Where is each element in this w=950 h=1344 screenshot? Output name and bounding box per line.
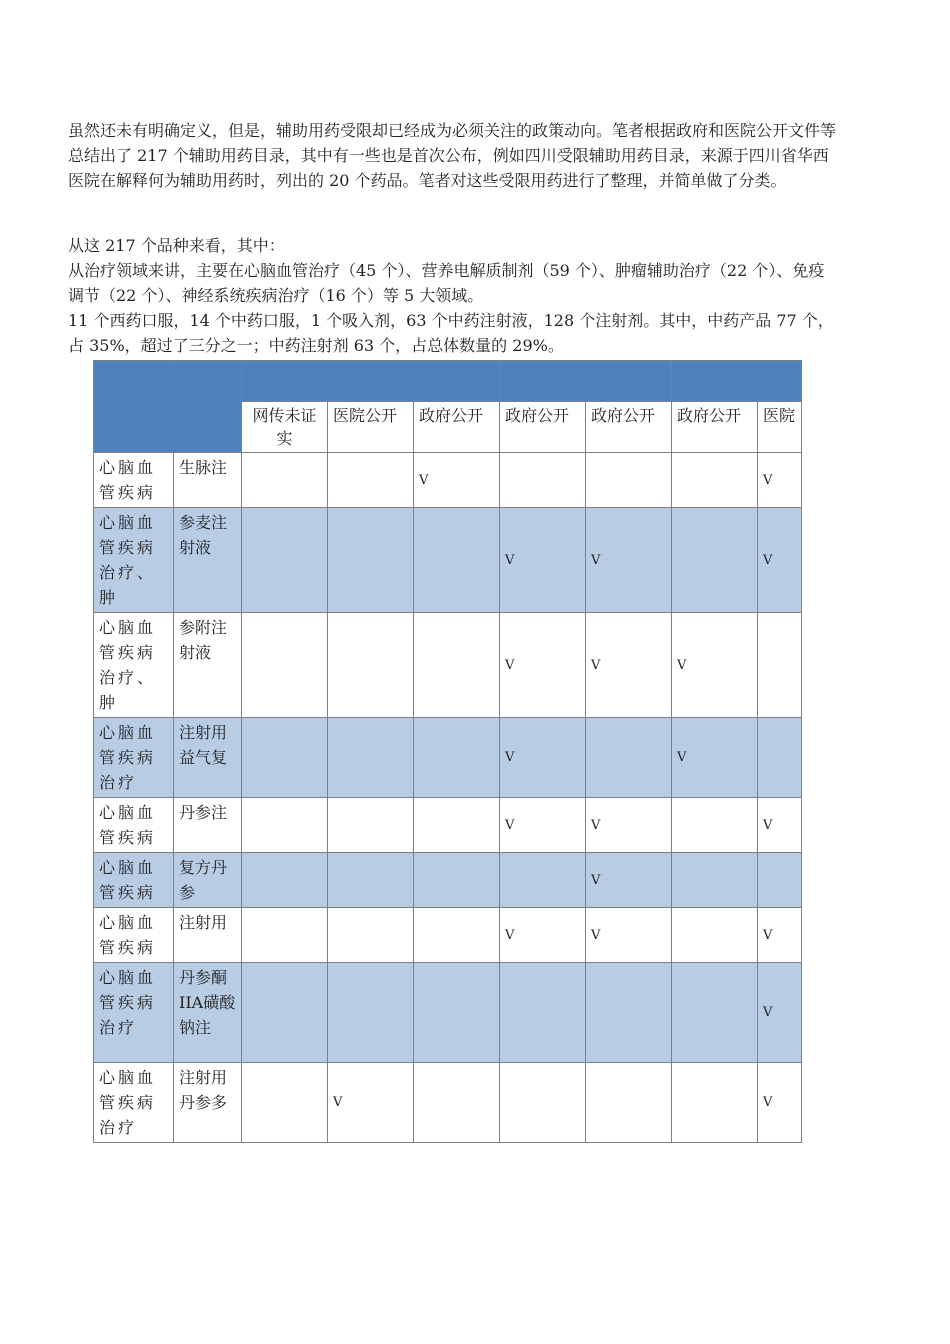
restricted-drug-table — [93, 360, 802, 1143]
category-cell: 心脑血管疾病治疗 — [94, 1063, 174, 1143]
source-mark-cell — [242, 613, 328, 718]
source-header-cell: 政府公开 — [414, 402, 500, 453]
header-group-cell — [242, 361, 500, 402]
source-mark-cell: V — [586, 508, 672, 613]
drug-name-cell: 丹参注 — [174, 798, 242, 853]
source-mark-cell — [672, 453, 758, 508]
table-row — [94, 1063, 802, 1143]
source-mark-cell — [328, 908, 414, 963]
drug-name-cell: 生脉注 — [174, 453, 242, 508]
source-mark-cell — [414, 508, 500, 613]
source-mark-cell — [242, 853, 328, 908]
source-mark-cell — [758, 718, 802, 798]
source-mark-cell — [672, 963, 758, 1063]
category-cell: 心脑血管疾病 — [94, 853, 174, 908]
table-row — [94, 718, 802, 798]
category-cell: 心脑血管疾病治疗 — [94, 963, 174, 1063]
source-mark-cell — [500, 453, 586, 508]
category-cell: 心脑血管疾病治疗、肿 — [94, 508, 174, 613]
table-header-row — [94, 361, 802, 402]
source-mark-cell: V — [758, 798, 802, 853]
source-mark-cell — [758, 613, 802, 718]
source-mark-cell — [414, 1063, 500, 1143]
source-mark-cell: V — [758, 453, 802, 508]
drug-name-cell: 注射用益气复 — [174, 718, 242, 798]
source-mark-cell — [242, 508, 328, 613]
source-mark-cell — [414, 718, 500, 798]
source-mark-cell: V — [500, 613, 586, 718]
table-row — [94, 613, 802, 718]
table-body — [94, 453, 802, 1143]
summary-lead: 从这 217 个品种来看，其中： — [68, 236, 285, 255]
source-mark-cell — [500, 963, 586, 1063]
source-mark-cell — [242, 908, 328, 963]
source-mark-cell — [328, 963, 414, 1063]
source-mark-cell — [328, 508, 414, 613]
source-mark-cell — [586, 718, 672, 798]
source-mark-cell — [414, 613, 500, 718]
source-mark-cell — [586, 963, 672, 1063]
source-mark-cell — [672, 798, 758, 853]
source-mark-cell: V — [500, 908, 586, 963]
drug-name-cell: 丹参酮IIA磺酸钠注 — [174, 963, 242, 1063]
source-mark-cell: V — [758, 508, 802, 613]
source-mark-cell: V — [758, 963, 802, 1063]
source-mark-cell — [242, 1063, 328, 1143]
source-mark-cell — [328, 613, 414, 718]
source-mark-cell: V — [328, 1063, 414, 1143]
drug-name-cell: 参麦注射液 — [174, 508, 242, 613]
source-mark-cell: V — [672, 718, 758, 798]
source-mark-cell: V — [586, 613, 672, 718]
source-mark-cell — [672, 908, 758, 963]
source-mark-cell — [414, 798, 500, 853]
category-cell: 心脑血管疾病治疗 — [94, 718, 174, 798]
source-mark-cell — [242, 718, 328, 798]
source-mark-cell: V — [586, 798, 672, 853]
source-mark-cell: V — [586, 853, 672, 908]
source-mark-cell: V — [672, 613, 758, 718]
source-mark-cell — [414, 908, 500, 963]
category-cell: 心脑血管疾病 — [94, 453, 174, 508]
source-mark-cell: V — [758, 908, 802, 963]
source-mark-cell: V — [500, 798, 586, 853]
source-mark-cell — [672, 508, 758, 613]
category-cell: 心脑血管疾病 — [94, 908, 174, 963]
source-header-cell: 医院公开 — [328, 402, 414, 453]
source-mark-cell: V — [500, 718, 586, 798]
source-mark-cell — [328, 853, 414, 908]
source-header-cell: 网传未证实 — [242, 402, 328, 453]
table-row — [94, 453, 802, 508]
source-mark-cell — [328, 798, 414, 853]
table-row — [94, 508, 802, 613]
source-header-cell: 政府公开 — [586, 402, 672, 453]
source-mark-cell — [586, 453, 672, 508]
source-mark-cell: V — [586, 908, 672, 963]
header-group-cell — [672, 361, 802, 402]
source-mark-cell — [328, 718, 414, 798]
source-mark-cell — [500, 853, 586, 908]
category-cell: 心脑血管疾病治疗、肿 — [94, 613, 174, 718]
source-mark-cell — [242, 453, 328, 508]
table-row — [94, 853, 802, 908]
source-mark-cell: V — [758, 1063, 802, 1143]
source-mark-cell: V — [414, 453, 500, 508]
source-mark-cell — [414, 963, 500, 1063]
therapeutic-area-paragraph: 从治疗领域来讲，主要在心脑血管治疗（45 个）、营养电解质制剂（59 个）、肿瘤辅助治疗（22 个）、免疫调节（22 个）、神经系统疾病治疗（16 个）等 5 大领域。 — [68, 261, 825, 305]
table-row — [94, 908, 802, 963]
intro-paragraph: 虽然还未有明确定义，但是，辅助用药受限却已经成为必须关注的政策动向。笔者根据政府和医院公开文件等总结出了 217 个辅助用药目录，其中有一些也是首次公布，例如四川受限辅助用药目录，来源于四川省华西医院在解释何为辅助用药时，列出的 20 个药品。笔者对这些受限用药进行了整理，并简单做了分类。 — [68, 121, 837, 190]
source-mark-cell: V — [500, 508, 586, 613]
source-mark-cell — [328, 453, 414, 508]
header-category-cell — [94, 361, 174, 453]
source-mark-cell — [672, 853, 758, 908]
header-drug-cell — [174, 361, 242, 453]
source-mark-cell — [586, 1063, 672, 1143]
dosage-form-paragraph: 11 个西药口服，14 个中药口服，1 个吸入剂，63 个中药注射液，128 个注射剂。其中，中药产品 77 个，占 35%，超过了三分之一；中药注射剂 63 个，占总体数量的 29%。 — [68, 311, 834, 355]
source-header-cell: 政府公开 — [672, 402, 758, 453]
source-header-cell: 医院 — [758, 402, 802, 453]
source-mark-cell — [758, 853, 802, 908]
drug-name-cell: 注射用丹参多 — [174, 1063, 242, 1143]
category-cell: 心脑血管疾病 — [94, 798, 174, 853]
source-mark-cell — [414, 853, 500, 908]
source-mark-cell — [242, 798, 328, 853]
drug-name-cell: 参附注射液 — [174, 613, 242, 718]
drug-name-cell: 复方丹参 — [174, 853, 242, 908]
table-row — [94, 963, 802, 1063]
drug-name-cell: 注射用 — [174, 908, 242, 963]
source-mark-cell — [672, 1063, 758, 1143]
source-mark-cell — [500, 1063, 586, 1143]
table-row — [94, 798, 802, 853]
source-header-cell: 政府公开 — [500, 402, 586, 453]
source-mark-cell — [242, 963, 328, 1063]
header-group-cell — [500, 361, 672, 402]
